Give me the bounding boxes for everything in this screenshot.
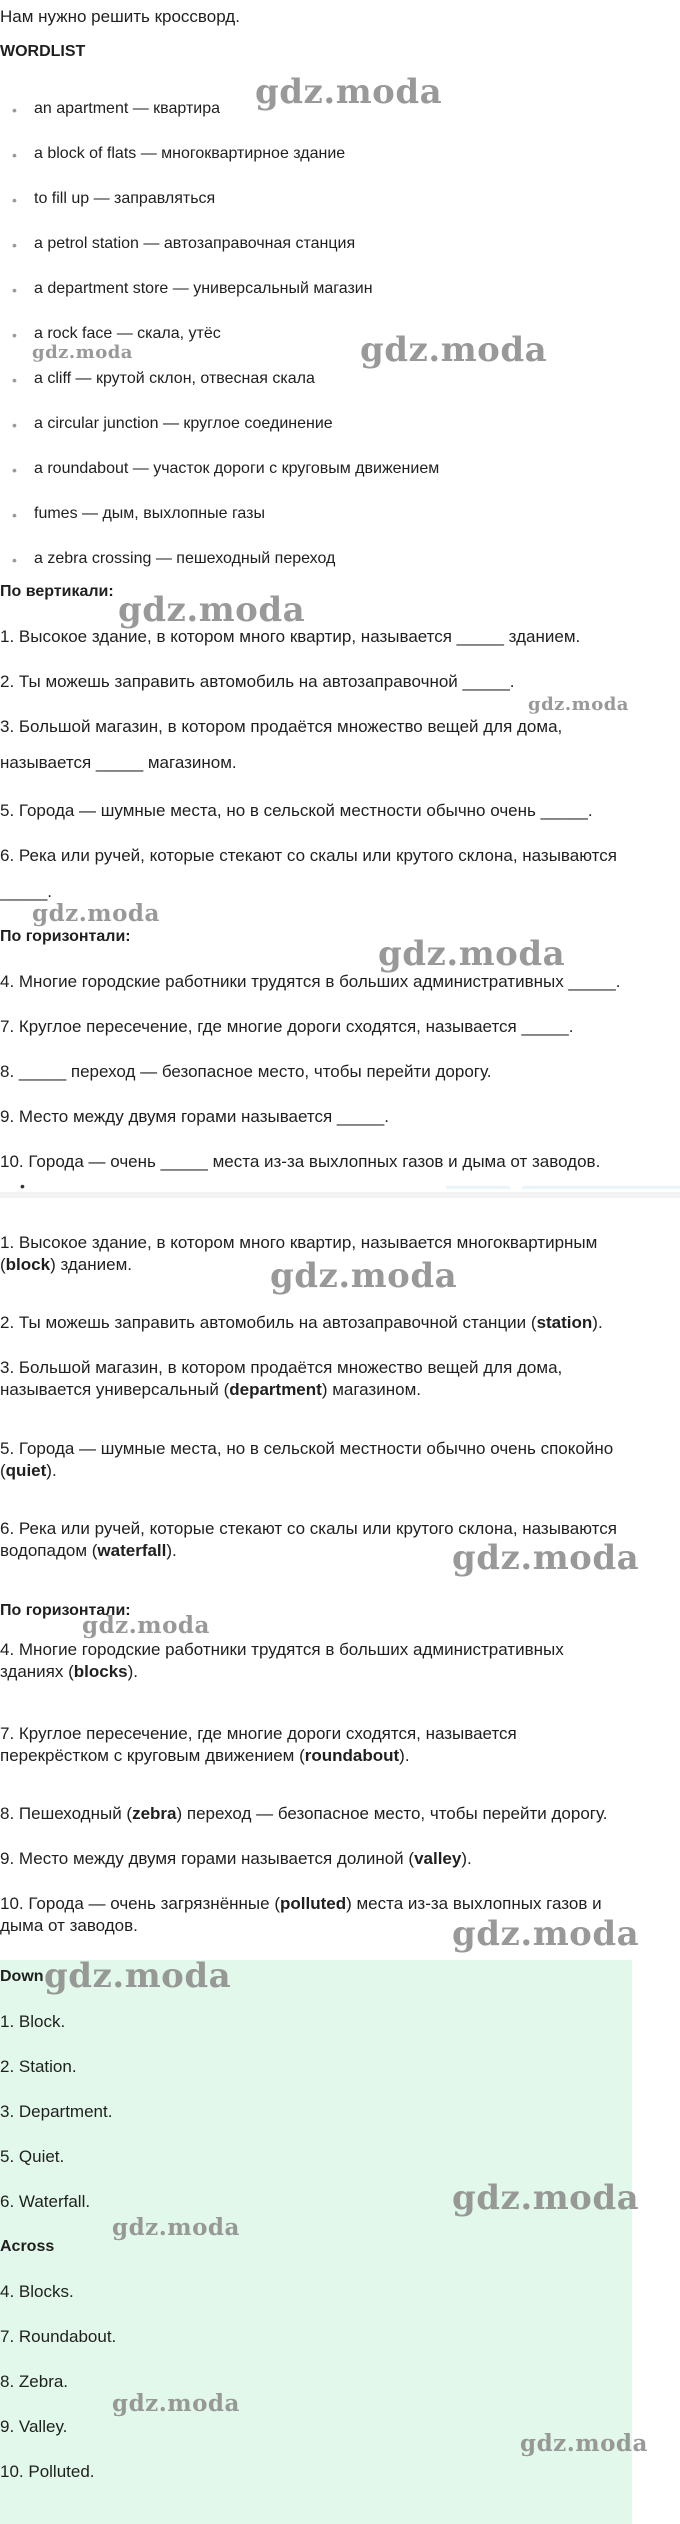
section-divider — [0, 1192, 680, 1198]
wordlist-item: • fumes — дым, выхлопные газы — [12, 505, 265, 523]
answer-down: 5. Города — шумные места, но в сельской местности обычно очень спокойно (quiet). — [0, 1439, 614, 1480]
watermark: gdz.moda — [378, 934, 566, 974]
task-down-clue: 3. Большой магазин, в котором продаётся множество вещей для дома, — [0, 717, 563, 736]
watermark: gdz.moda — [32, 900, 160, 927]
task-down-clue: 1. Высокое здание, в котором много квартир, называется _____ зданием. — [0, 627, 581, 646]
answers-across-heading: По горизонтали: — [0, 1602, 131, 1619]
answer-down: 1. Высокое здание, в котором много квартир, называется многоквартирным (block) зданием. — [0, 1233, 598, 1274]
summary-across-heading: Across — [0, 2238, 55, 2255]
wordlist-heading: WORDLIST — [0, 43, 86, 60]
task-down-clue: 2. Ты можешь заправить автомобиль на автозаправочной _____. — [0, 672, 515, 691]
task-down-clue: 6. Река или ручей, которые стекают со скалы или крутого склона, называются — [0, 846, 617, 865]
watermark: gdz.moda — [528, 694, 629, 715]
summary-across-item: 10. Polluted. — [0, 2462, 95, 2481]
wordlist-item: • a zebra crossing — пешеходный переход — [12, 550, 336, 568]
watermark: gdz.moda — [452, 1538, 640, 1578]
wordlist-item: • a department store — универсальный магазин — [12, 280, 373, 298]
wordlist-item: • a roundabout — участок дороги с круговым движением — [12, 460, 440, 478]
answer-across: 4. Многие городские работники трудятся в больших административных зданиях (blocks). — [0, 1640, 564, 1681]
answer-down: 6. Река или ручей, которые стекают со скалы или крутого склона, называются водопадом (waterfall). — [0, 1519, 617, 1560]
divider-accent — [446, 1186, 510, 1189]
summary-down-item: 1. Block. — [0, 2012, 66, 2031]
answer-across: 9. Место между двумя горами называется долиной (valley). — [0, 1849, 472, 1868]
watermark: gdz.moda — [118, 590, 306, 630]
task-across-heading: По горизонтали: — [0, 928, 131, 945]
task-down-heading: По вертикали: — [0, 583, 114, 600]
watermark: gdz.moda — [44, 1956, 232, 1996]
summary-across-item: 4. Blocks. — [0, 2282, 74, 2301]
task-across-clue: 9. Место между двумя горами называется _____. — [0, 1107, 389, 1126]
task-down-clue: называется _____ магазином. — [0, 753, 237, 772]
summary-down-item: 6. Waterfall. — [0, 2192, 91, 2211]
task-across-clue: 4. Многие городские работники трудятся в больших административных _____. — [0, 972, 621, 991]
watermark: gdz.moda — [255, 72, 443, 112]
task-across-clue: 7. Круглое пересечение, где многие дороги сходятся, называется _____. — [0, 1017, 574, 1036]
divider-marker: • — [20, 1178, 25, 1194]
watermark: gdz.moda — [360, 330, 548, 370]
wordlist-item: • a petrol station — автозаправочная станция — [12, 235, 356, 253]
watermark: gdz.moda — [270, 1256, 458, 1296]
answer-across: 7. Круглое пересечение, где многие дороги сходятся, называется перекрёстком с круговым движением (roundabout). — [0, 1724, 517, 1765]
wordlist-item: • a block of flats — многоквартирное здание — [12, 145, 346, 163]
watermark: gdz.moda — [520, 2430, 648, 2457]
summary-across-item: 7. Roundabout. — [0, 2327, 117, 2346]
answer-across: 8. Пешеходный (zebra) переход — безопасное место, чтобы перейти дорогу. — [0, 1804, 608, 1823]
watermark: gdz.moda — [452, 2178, 640, 2218]
answer-down: 2. Ты можешь заправить автомобиль на автозаправочной станции (station). — [0, 1313, 603, 1332]
summary-down-item: 5. Quiet. — [0, 2147, 65, 2166]
watermark: gdz.moda — [32, 342, 133, 363]
watermark: gdz.moda — [112, 2214, 240, 2241]
wordlist-item: • to fill up — заправляться — [12, 190, 216, 208]
task-down-clue: _____. — [0, 882, 52, 901]
summary-across-item: 9. Valley. — [0, 2417, 68, 2436]
task-across-clue: 10. Города — очень _____ места из-за выхлопных газов и дыма от заводов. — [0, 1152, 601, 1171]
watermark: gdz.moda — [112, 2390, 240, 2417]
answer-across: 10. Города — очень загрязнённые (polluted) места из-за выхлопных газов и дыма от заводов. — [0, 1894, 602, 1935]
wordlist-item: • a rock face — скала, утёс — [12, 325, 221, 343]
summary-down-heading: Down — [0, 1968, 44, 1985]
summary-across-item: 8. Zebra. — [0, 2372, 69, 2391]
task-across-clue: 8. _____ переход — безопасное место, чтобы перейти дорогу. — [0, 1062, 492, 1081]
summary-down-item: 3. Department. — [0, 2102, 113, 2121]
intro-text: Нам нужно решить кроссворд. — [0, 7, 240, 26]
watermark: gdz.moda — [82, 1612, 210, 1639]
divider-accent — [522, 1186, 680, 1189]
wordlist-item: • an apartment — квартира — [12, 100, 220, 118]
wordlist-item: • a cliff — крутой склон, отвесная скала — [12, 370, 315, 388]
task-down-clue: 5. Города — шумные места, но в сельской местности обычно очень _____. — [0, 801, 593, 820]
wordlist-item: • a circular junction — круглое соединение — [12, 415, 333, 433]
answer-down: 3. Большой магазин, в котором продаётся множество вещей для дома, называется универсальный (department) магазином. — [0, 1358, 563, 1399]
watermark: gdz.moda — [452, 1914, 640, 1954]
summary-down-item: 2. Station. — [0, 2057, 77, 2076]
